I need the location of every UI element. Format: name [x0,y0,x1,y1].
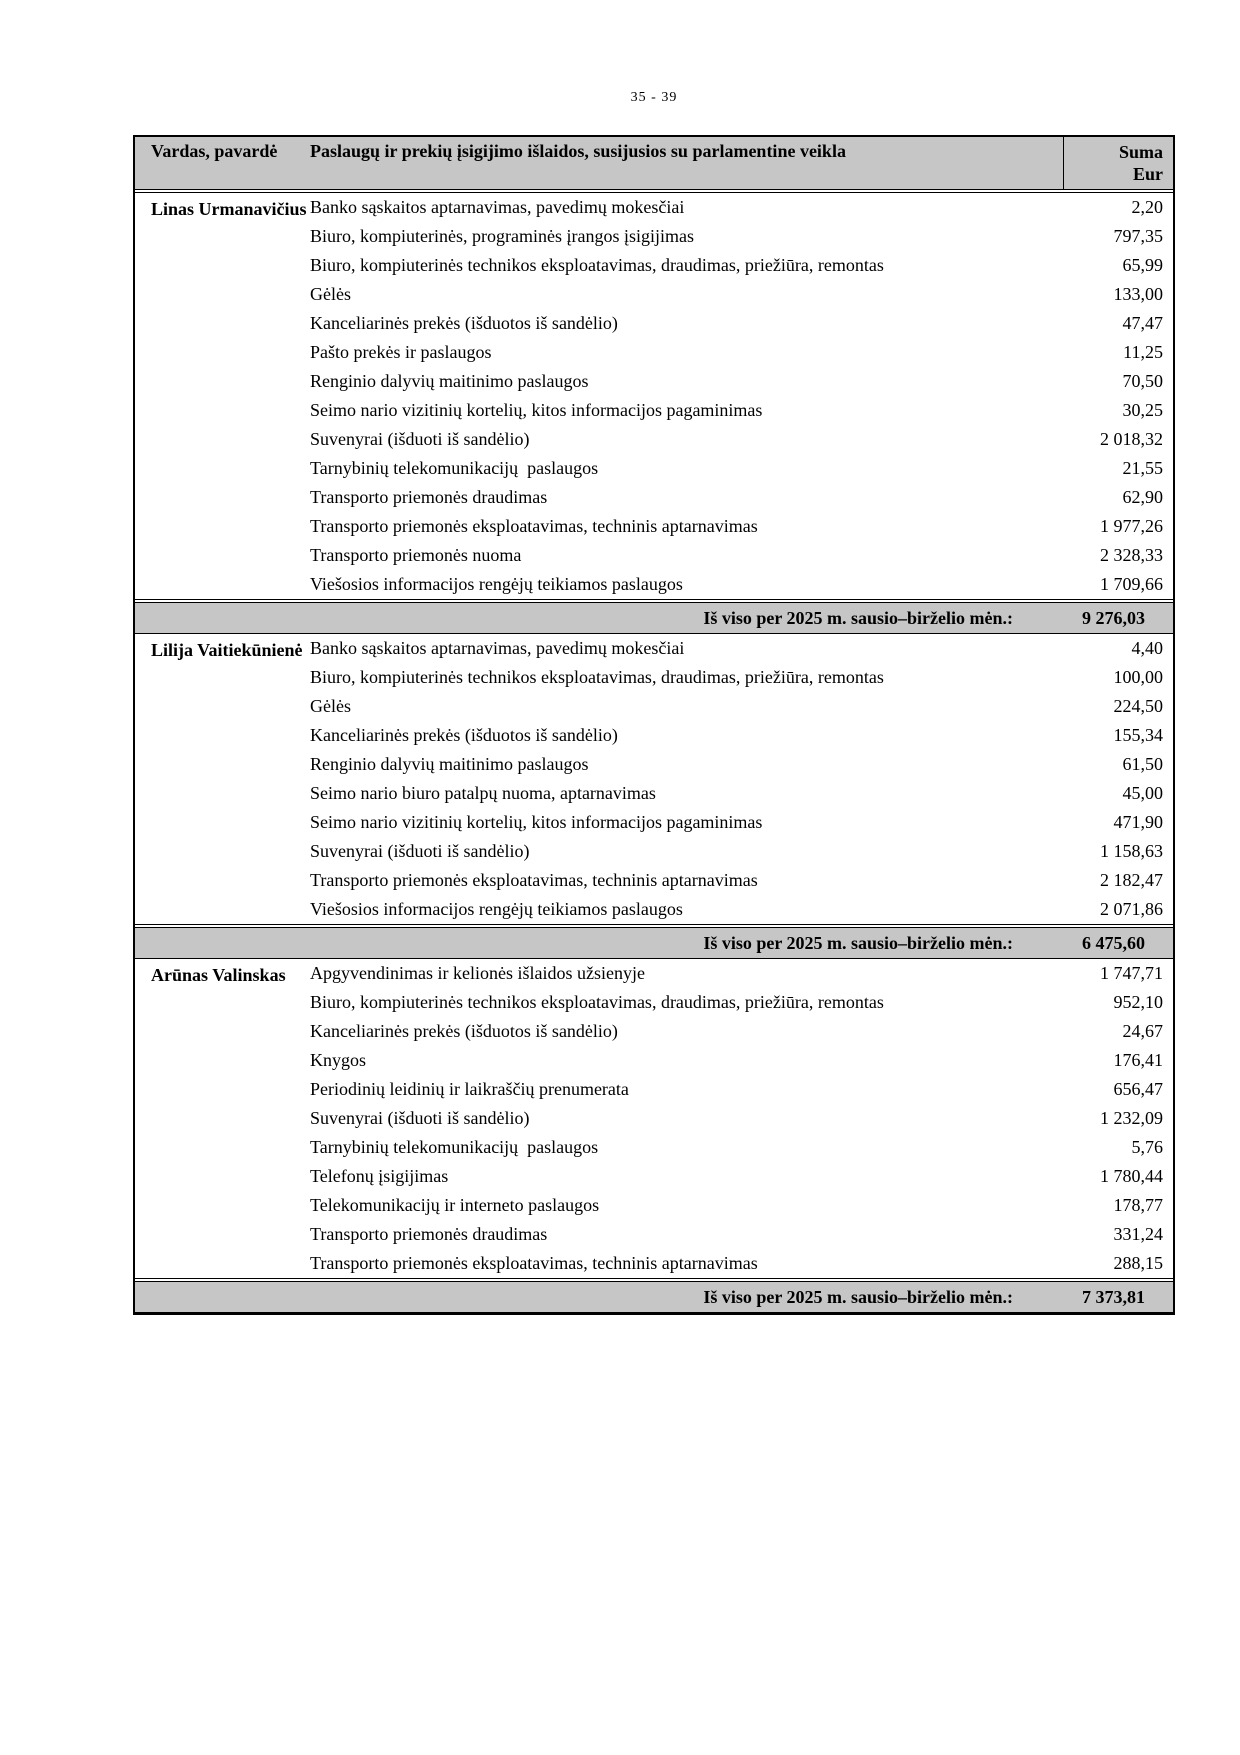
table-row [310,483,1173,512]
total-row [135,599,1173,634]
person-section [135,634,1173,959]
row-amount: 1 747,71 [1100,963,1163,983]
block-rows [310,193,1173,599]
row-amount: 952,10 [1113,992,1163,1012]
row-description: Kanceliarinės prekės (išduotos iš sandėlio) [310,725,618,745]
table-row [310,1104,1173,1133]
table-row [310,309,1173,338]
row-description: Transporto priemonės eksploatavimas, techninis aptarnavimas [310,870,758,890]
total-amount: 9 276,03 [1082,608,1145,628]
header-sum-line1: Suma [1118,142,1163,162]
row-description: Transporto priemonės eksploatavimas, techninis aptarnavimas [310,1253,758,1273]
row-description: Transporto priemonės draudimas [310,487,548,507]
row-amount: 11,25 [1123,342,1163,362]
row-description: Periodinių leidinių ir laikraščių prenumerata [310,1079,629,1099]
row-amount: 1 977,26 [1100,516,1163,536]
total-amount: 6 475,60 [1082,933,1145,953]
header-sum-column [1063,137,1173,189]
block-rows [310,634,1173,924]
table-row [310,425,1173,454]
row-description: Banko sąskaitos aptarnavimas, pavedimų mokesčiai [310,197,685,217]
row-amount: 2 018,32 [1100,429,1163,449]
table-row [310,959,1173,988]
block-rows [310,959,1173,1278]
table-row [310,895,1173,924]
row-description: Pašto prekės ir paslaugos [310,342,492,362]
total-label: Iš viso per 2025 m. sausio–birželio mėn.: [703,1287,1013,1307]
total-amount: 7 373,81 [1082,1287,1145,1307]
table-row [310,1133,1173,1162]
person-name: Lilija Vaitiekūnienė [151,640,303,660]
row-description: Biuro, kompiuterinės technikos eksploatavimas, draudimas, priežiūra, remontas [310,667,884,687]
table-row [310,396,1173,425]
row-amount: 1 709,66 [1100,574,1163,594]
row-description: Renginio dalyvių maitinimo paslaugos [310,371,589,391]
table-row [310,1220,1173,1249]
row-amount: 797,35 [1113,226,1163,246]
row-amount: 2 071,86 [1100,899,1163,919]
table-row [310,779,1173,808]
row-description: Telekomunikacijų ir interneto paslaugos [310,1195,600,1215]
row-description: Gėlės [310,284,351,304]
row-description: Gėlės [310,696,351,716]
row-description: Seimo nario biuro patalpų nuoma, aptarnavimas [310,783,656,803]
table-row [310,367,1173,396]
row-amount: 656,47 [1113,1079,1163,1099]
table-row [310,251,1173,280]
row-description: Seimo nario vizitinių kortelių, kitos informacijos pagaminimas [310,400,763,420]
row-amount: 62,90 [1122,487,1163,507]
row-description: Apgyvendinimas ir kelionės išlaidos užsienyje [310,963,645,983]
table-body [135,193,1173,1313]
person-name: Linas Urmanavičius [151,199,307,219]
row-amount: 176,41 [1113,1050,1163,1070]
row-amount: 24,67 [1122,1021,1163,1041]
row-description: Tarnybinių telekomunikacijų paslaugos [310,458,599,478]
row-description: Biuro, kompiuterinės technikos eksploatavimas, draudimas, priežiūra, remontas [310,992,884,1012]
row-amount: 133,00 [1113,284,1163,304]
row-description: Knygos [310,1050,367,1070]
table-row [310,808,1173,837]
total-label: Iš viso per 2025 m. sausio–birželio mėn.: [703,608,1013,628]
table-header-row [135,137,1173,193]
row-amount: 155,34 [1113,725,1163,745]
row-amount: 30,25 [1122,400,1163,420]
table-row [310,1075,1173,1104]
person-section [135,959,1173,1313]
header-sum-line2: Eur [1132,164,1163,184]
header-description-column: Paslaugų ir prekių įsigijimo išlaidos, susijusios su parlamentine veikla [310,141,846,161]
header-name-column: Vardas, pavardė [151,141,278,161]
table-row [310,570,1173,599]
table-row [310,222,1173,251]
table-row [310,541,1173,570]
row-description: Tarnybinių telekomunikacijų paslaugos [310,1137,599,1157]
table-row [310,988,1173,1017]
row-description: Transporto priemonės nuoma [310,545,522,565]
row-amount: 21,55 [1122,458,1163,478]
expenses-table [133,135,1175,1315]
row-amount: 331,24 [1113,1224,1163,1244]
row-amount: 288,15 [1113,1253,1163,1273]
row-description: Kanceliarinės prekės (išduotos iš sandėlio) [310,1021,618,1041]
row-description: Suvenyrai (išduoti iš sandėlio) [310,841,530,861]
total-row [135,924,1173,959]
row-amount: 65,99 [1122,255,1163,275]
table-row [310,1162,1173,1191]
row-amount: 100,00 [1113,667,1163,687]
row-amount: 5,76 [1131,1137,1163,1157]
table-row [310,837,1173,866]
row-amount: 1 158,63 [1100,841,1163,861]
row-description: Banko sąskaitos aptarnavimas, pavedimų mokesčiai [310,638,685,658]
row-description: Transporto priemonės eksploatavimas, techninis aptarnavimas [310,516,758,536]
row-description: Biuro, kompiuterinės technikos eksploatavimas, draudimas, priežiūra, remontas [310,255,884,275]
row-description: Viešosios informacijos rengėjų teikiamos paslaugos [310,574,683,594]
row-amount: 61,50 [1122,754,1163,774]
row-amount: 4,40 [1131,638,1163,658]
table-row [310,512,1173,541]
table-row [310,663,1173,692]
table-row [310,1249,1173,1278]
table-row [310,721,1173,750]
person-block [135,193,1173,599]
row-amount: 178,77 [1113,1195,1163,1215]
total-row [135,1278,1173,1313]
table-row [310,634,1173,663]
row-description: Biuro, kompiuterinės, programinės įrangos įsigijimas [310,226,694,246]
table-row [310,454,1173,483]
row-description: Renginio dalyvių maitinimo paslaugos [310,754,589,774]
row-amount: 47,47 [1122,313,1163,333]
person-name: Arūnas Valinskas [151,965,286,985]
row-amount: 224,50 [1113,696,1163,716]
row-description: Seimo nario vizitinių kortelių, kitos informacijos pagaminimas [310,812,763,832]
row-description: Transporto priemonės draudimas [310,1224,548,1244]
table-row [310,1191,1173,1220]
row-amount: 2,20 [1131,197,1163,217]
table-row [310,338,1173,367]
person-block [135,634,1173,924]
row-amount: 2 328,33 [1100,545,1163,565]
row-description: Viešosios informacijos rengėjų teikiamos paslaugos [310,899,683,919]
row-amount: 471,90 [1113,812,1163,832]
person-block [135,959,1173,1278]
table-row [310,1017,1173,1046]
table-row [310,1046,1173,1075]
row-description: Suvenyrai (išduoti iš sandėlio) [310,429,530,449]
row-amount: 70,50 [1122,371,1163,391]
table-row [310,193,1173,222]
row-amount: 2 182,47 [1100,870,1163,890]
row-description: Kanceliarinės prekės (išduotos iš sandėlio) [310,313,618,333]
page-number: 35 - 39 [630,90,678,105]
row-amount: 1 780,44 [1100,1166,1163,1186]
row-description: Telefonų įsigijimas [310,1166,449,1186]
row-description: Suvenyrai (išduoti iš sandėlio) [310,1108,530,1128]
table-row [310,692,1173,721]
total-label: Iš viso per 2025 m. sausio–birželio mėn.: [703,933,1013,953]
table-row [310,750,1173,779]
row-amount: 1 232,09 [1100,1108,1163,1128]
table-row [310,866,1173,895]
row-amount: 45,00 [1122,783,1163,803]
person-section [135,193,1173,634]
table-row [310,280,1173,309]
